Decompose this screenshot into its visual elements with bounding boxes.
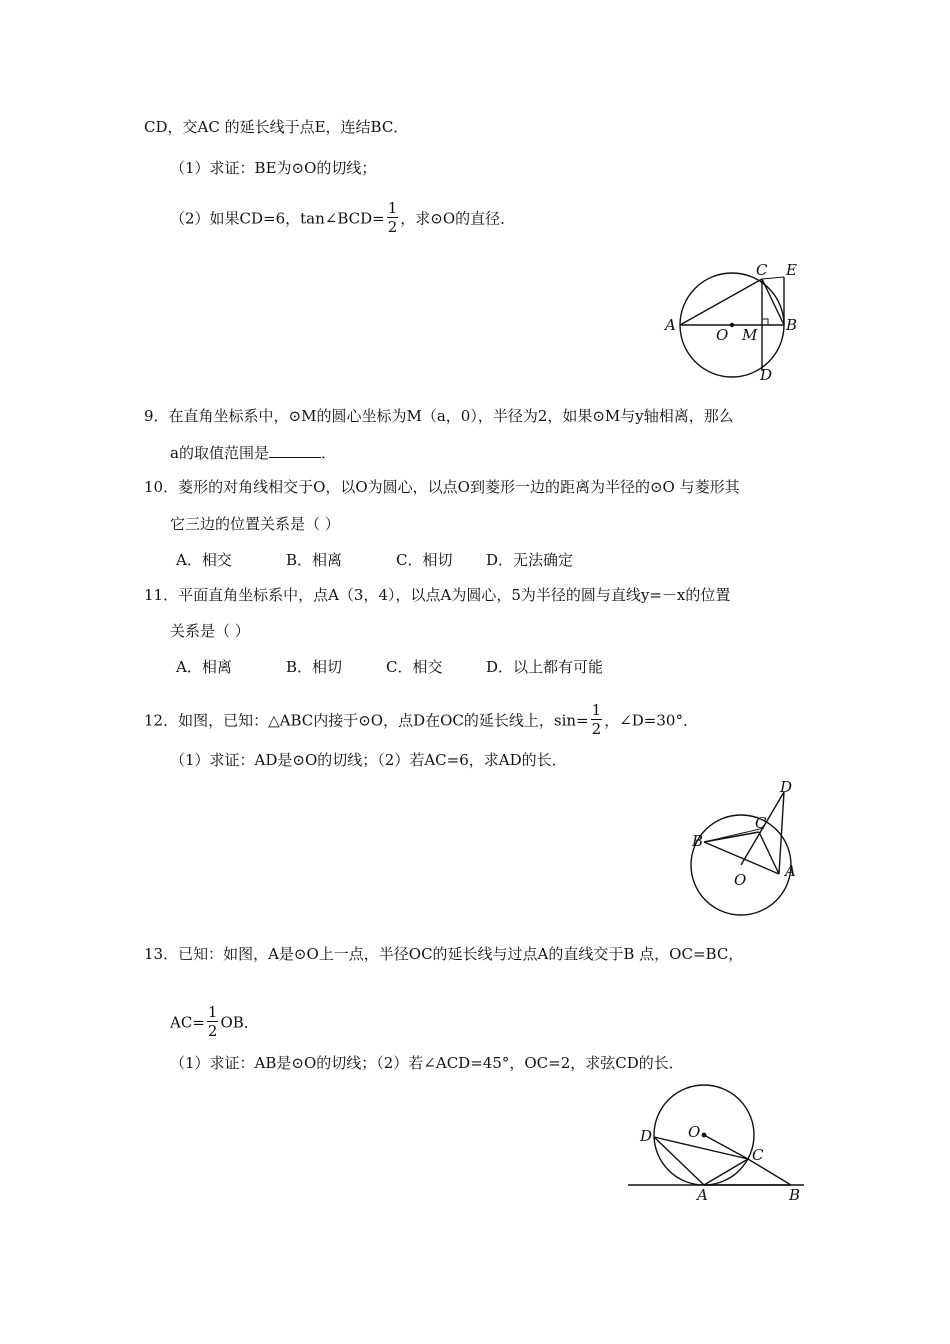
q11-line2: 关系是（ ） [170, 622, 250, 640]
q11-option-c: C．相交 [386, 658, 443, 676]
q8-label-D: D [760, 366, 773, 384]
q8-figure [660, 258, 810, 388]
q11-line1: 11．平面直角坐标系中，点A（3，4），以点A为圆心，5为半径的圆与直线y=－x的位置 [144, 586, 731, 604]
q12-line1-text: 12．如图，已知：△ABC内接于⊙O，点D在OC的延长线上，sin= [144, 711, 589, 730]
q10-option-c: C．相切 [396, 551, 453, 569]
q8-part2-text: （2）如果CD=6，tan∠BCD= [170, 209, 385, 228]
q8-label-C: C [756, 261, 768, 279]
q9-line2 [170, 443, 336, 463]
q9-line1: 9．在直角坐标系中，⊙M的圆心坐标为M（a，0），半径为2，如果⊙M与y轴相离，那么 [144, 407, 734, 425]
q12-label-B: B [692, 832, 704, 850]
q12-label-O: O [734, 871, 747, 889]
q8-label-B: B [786, 316, 798, 334]
q11-option-a: A．相离 [176, 658, 232, 676]
q13-label-A: A [697, 1186, 708, 1204]
q13-fraction: $\frac{1}{2}$ [207, 1003, 218, 1040]
q13-label-C: C [752, 1146, 764, 1164]
q13-line1: 13．已知：如图，A是⊙O上一点，半径OC的延长线与过点A的直线交于B 点，OC=BC， [144, 945, 744, 963]
q11-option-b: B．相切 [286, 658, 343, 676]
q12-figure [682, 776, 812, 921]
q8-label-A: A [665, 316, 676, 334]
q12-label-C: C [755, 814, 767, 832]
q13-label-B: B [789, 1186, 801, 1204]
q10-option-d: D．无法确定 [486, 551, 574, 569]
q8-label-O: O [716, 326, 729, 344]
q13-line3: （1）求证：AB是⊙O的切线；（2）若∠ACD=45°，OC=2，求弦CD的长． [170, 1054, 684, 1072]
q10-option-b: B．相离 [286, 551, 343, 569]
q13-line2-tail: OB． [220, 1013, 259, 1032]
q8-label-M: M [742, 326, 758, 344]
q8-continuation: CD，交AC 的延长线于点E，连结BC． [144, 118, 409, 136]
q8-label-E: E [786, 261, 797, 279]
q9-line2-tail: ． [320, 444, 336, 462]
q13-line2-text: AC= [170, 1013, 205, 1032]
q13-label-D: D [640, 1127, 653, 1145]
q8-part2 [170, 201, 515, 238]
q9-line2-text: a的取值范围是 [170, 444, 269, 462]
q8-part2-tail: ，求⊙O的直径． [400, 209, 516, 228]
q12-fraction: $\frac{1}{2}$ [591, 701, 602, 738]
q9-answer-blank [269, 443, 321, 458]
q10-line2: 它三边的位置关系是（ ） [170, 515, 340, 533]
q11-option-d: D．以上都有可能 [486, 658, 604, 676]
q10-line1: 10．菱形的对角线相交于O，以O为圆心，以点O到菱形一边的距离为半径的⊙O 与菱形其 [144, 478, 740, 496]
q12-label-A: A [785, 862, 796, 880]
q12-line1 [144, 703, 698, 740]
q10-option-a: A．相交 [176, 551, 232, 569]
q12-label-D: D [780, 778, 793, 796]
q8-fraction: $\frac{1}{2}$ [387, 199, 398, 236]
q13-line2 [170, 1005, 259, 1042]
q13-label-O: O [688, 1123, 701, 1141]
q8-part1: （1）求证：BE为⊙O的切线； [170, 159, 377, 177]
q12-line2: （1）求证：AD是⊙O的切线；（2）若AC=6，求AD的长． [170, 751, 567, 769]
q13-figure [626, 1090, 816, 1210]
q12-line1-tail: ，∠D=30°． [604, 711, 698, 730]
